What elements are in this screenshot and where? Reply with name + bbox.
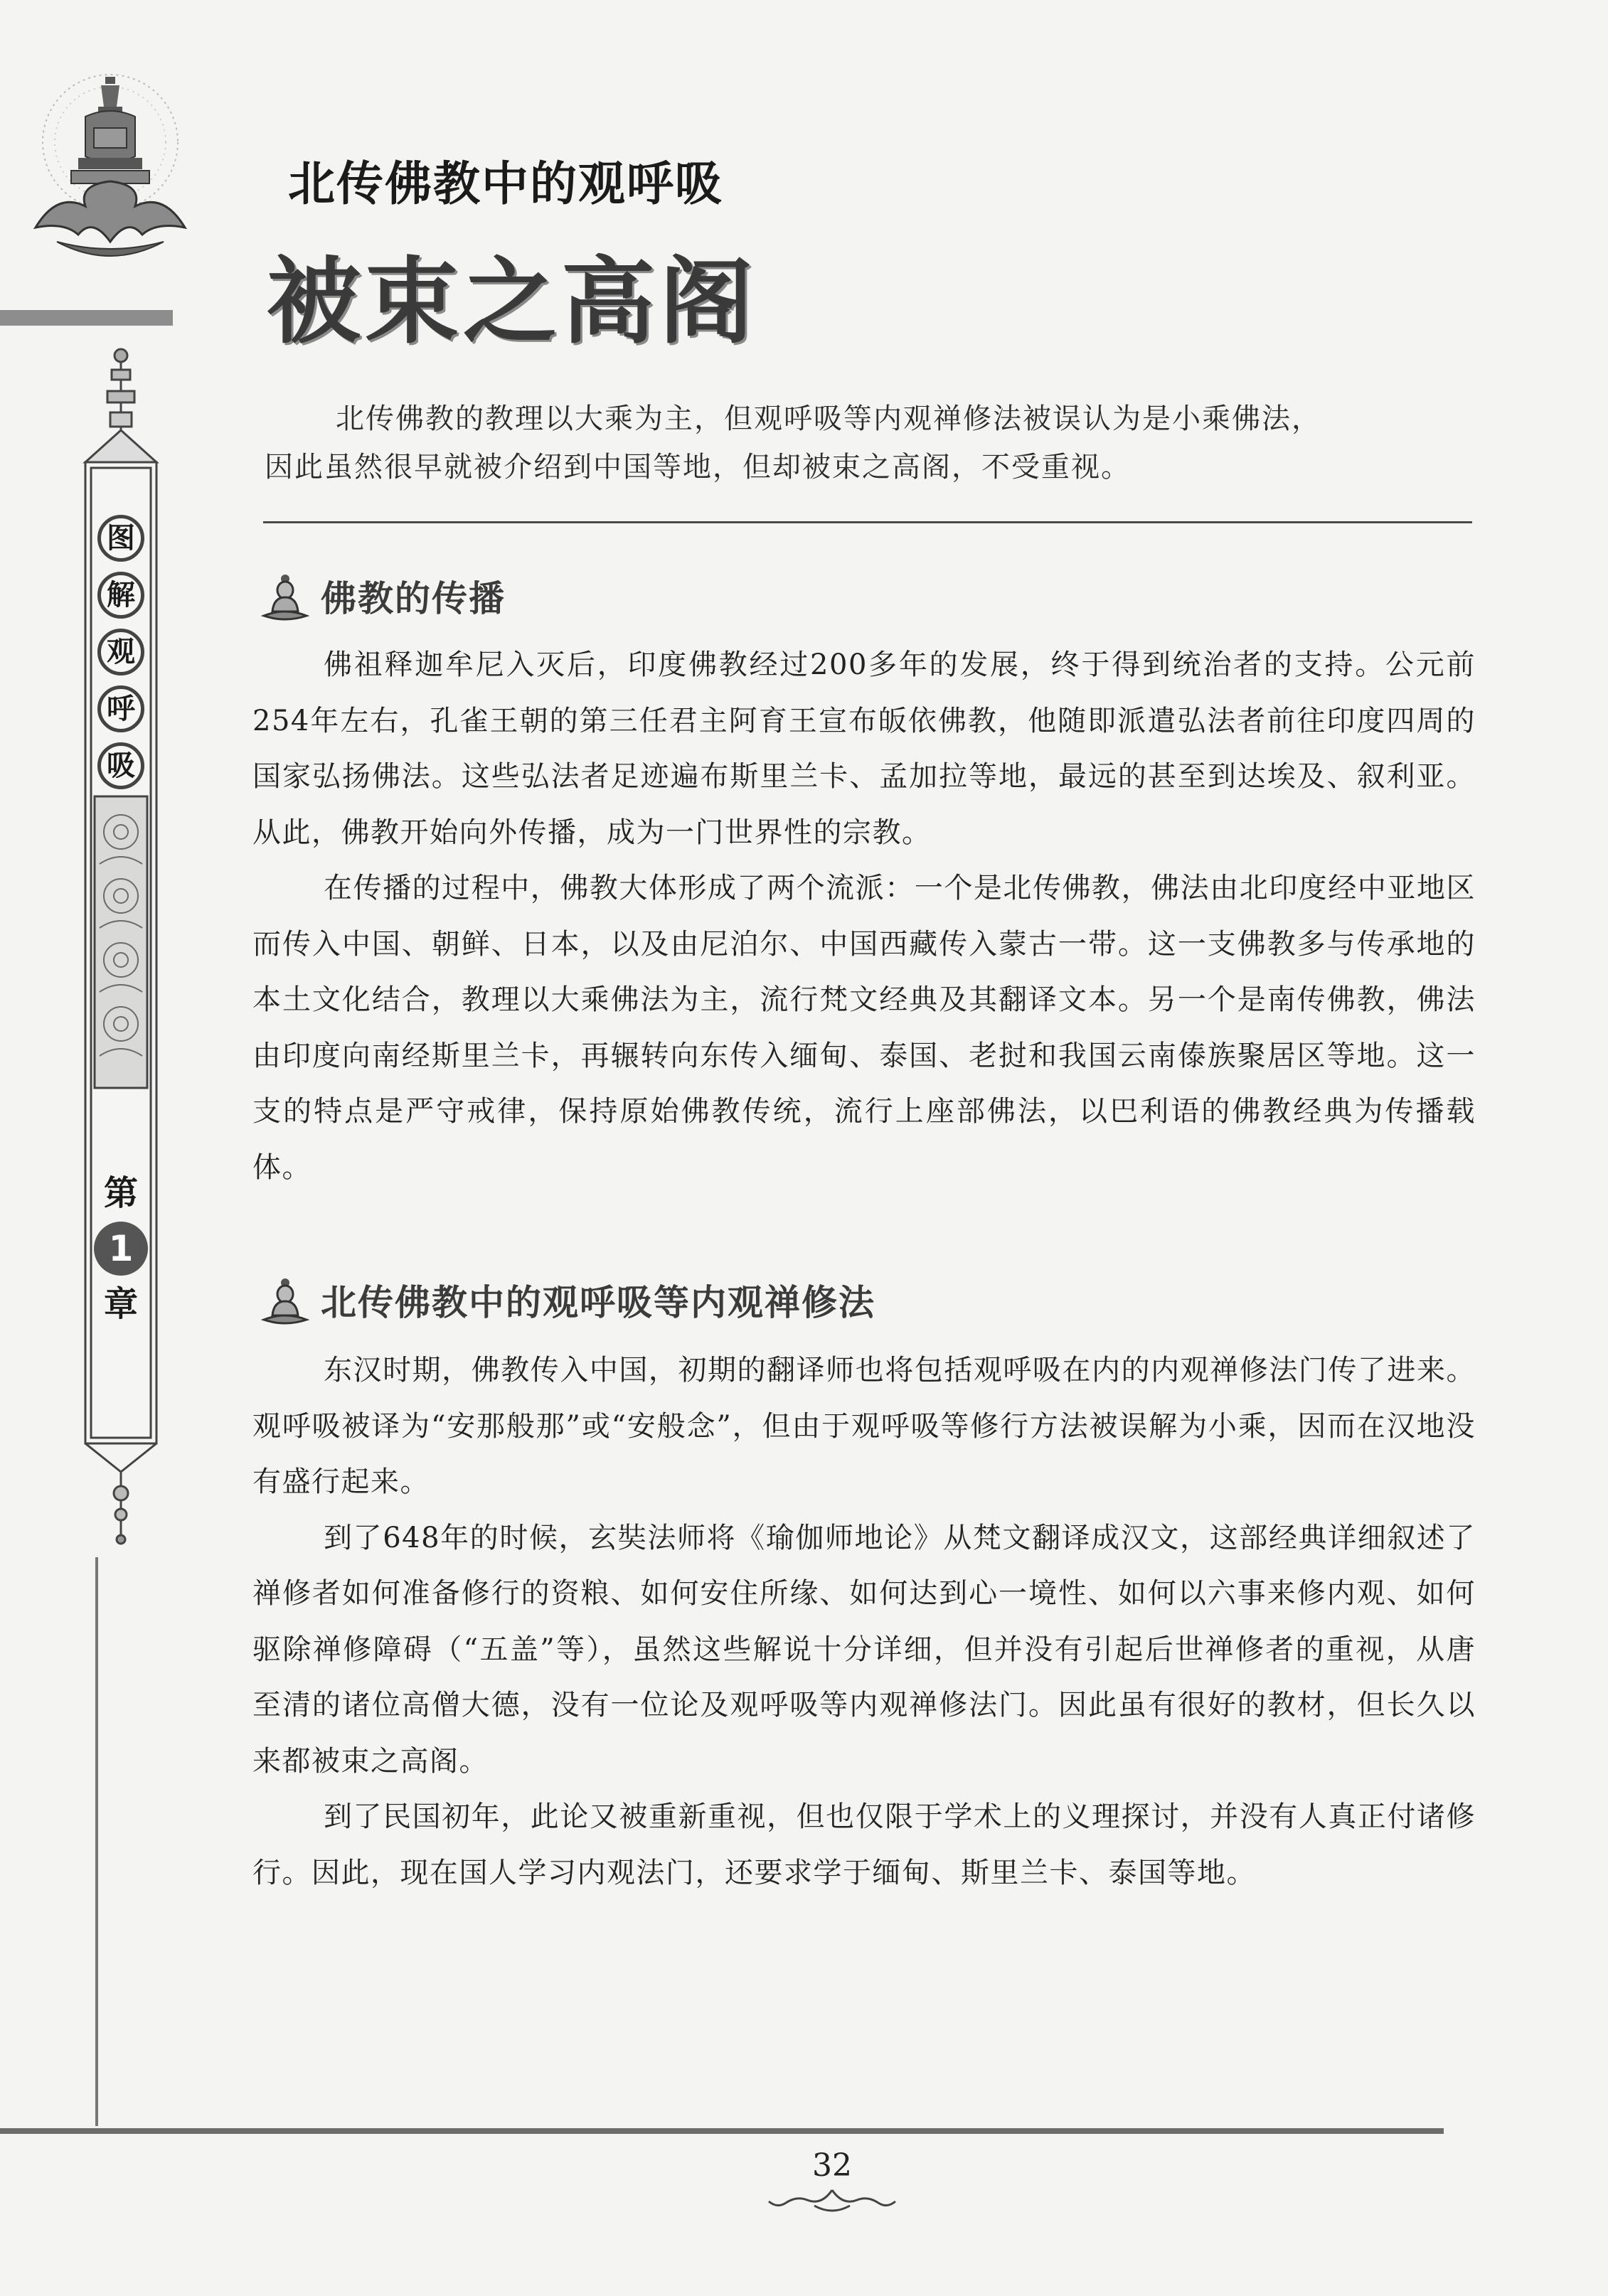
intro-summary bbox=[265, 395, 1474, 491]
paragraph: 到了648年的时候，玄奘法师将《瑜伽师地论》从梵文翻译成汉文，这部经典详细叙述了禅修者如何准备修行的资粮、如何安住所缘、如何达到心一境性、如何以六事来修内观、如何驱除禅修障碍（“五盖”等），虽然这些解说十分详细，但并没有引起后世禅修者的重视，从唐至清的诸位高僧大德，没有一位论及观呼吸等内观禅修法门。因此虽有很好的教材，但长久以来都被束之高阁。 bbox=[252, 1521, 1476, 1778]
side-title-char: 解 bbox=[97, 572, 144, 619]
section-heading bbox=[260, 569, 506, 623]
stupa-emblem-icon bbox=[28, 64, 192, 277]
section-heading-text: 佛教的传播 bbox=[321, 577, 506, 619]
buddha-icon bbox=[260, 1273, 311, 1327]
section-body bbox=[252, 637, 1476, 1195]
side-title-char: 观 bbox=[97, 629, 144, 676]
paragraph: 东汉时期，佛教传入中国，初期的翻译师也将包括观呼吸在内的内观禅修法门传了进来。观呼吸被译为“安那般那”或“安般念”，但由于观呼吸等修行方法被误解为小乘，因而在汉地没有盛行起来。 bbox=[252, 1354, 1476, 1498]
section-heading-text: 北传佛教中的观呼吸等内观禅修法 bbox=[321, 1281, 875, 1323]
section-body bbox=[252, 1342, 1476, 1901]
intro-divider bbox=[263, 521, 1472, 523]
intro-line: 北传佛教的教理以大乘为主，但观呼吸等内观禅修法被误认为是小乘佛法， bbox=[336, 402, 1321, 435]
chapter-suffix: 章 bbox=[103, 1284, 138, 1324]
paragraph: 到了民国初年，此论又被重新重视，但也仅限于学术上的义理探讨，并没有人真正付诸修行。因此，现在国人学习内观法门，还要求学于缅甸、斯里兰卡、泰国等地。 bbox=[252, 1800, 1476, 1889]
chapter-prefix: 第 bbox=[103, 1173, 138, 1213]
page-title: 被束之高阁 bbox=[267, 247, 757, 357]
buddha-icon bbox=[260, 569, 311, 623]
side-title-char: 呼 bbox=[97, 685, 144, 732]
section-heading bbox=[260, 1273, 875, 1327]
page-subtitle: 北传佛教中的观呼吸 bbox=[288, 156, 723, 211]
paragraph: 佛祖释迦牟尼入灭后，印度佛教经过200多年的发展，终于得到统治者的支持。公元前254年左右，孔雀王朝的第三任君主阿育王宣布皈依佛教，他随即派遣弘法者前往印度四周的国家弘扬佛法。这些弘法者足迹遍布斯里兰卡、孟加拉等地，最远的甚至到达埃及、叙利亚。从此，佛教开始向外传播，成为一门世界性的宗教。 bbox=[252, 648, 1476, 849]
side-title-char: 吸 bbox=[97, 742, 144, 789]
chapter-number-badge: 1 bbox=[94, 1222, 148, 1276]
intro-line: 因此虽然很早就被介绍到中国等地，但却被束之高阁，不受重视。 bbox=[265, 451, 1131, 484]
paragraph: 在传播的过程中，佛教大体形成了两个流派：一个是北传佛教，佛法由北印度经中亚地区而传入中国、朝鲜、日本，以及由尼泊尔、中国西藏传入蒙古一带。这一支佛教多与传承地的本土文化结合，教理以大乘佛法为主，流行梵文经典及其翻译文本。另一个是南传佛教，佛法由印度向南经斯里兰卡，再辗转向东传入缅甸、泰国、老挝和我国云南傣族聚居区等地。这一支的特点是严守戒律，保持原始佛教传统，流行上座部佛法，以巴利语的佛教经典为传播载体。 bbox=[252, 872, 1476, 1184]
flourish-ornament-icon bbox=[765, 2184, 900, 2216]
side-title-char: 图 bbox=[97, 515, 144, 562]
top-left-rule bbox=[0, 310, 173, 326]
footer-rule bbox=[0, 2128, 1444, 2134]
page-number: 32 bbox=[812, 2147, 852, 2184]
left-margin-line bbox=[95, 1557, 98, 2126]
